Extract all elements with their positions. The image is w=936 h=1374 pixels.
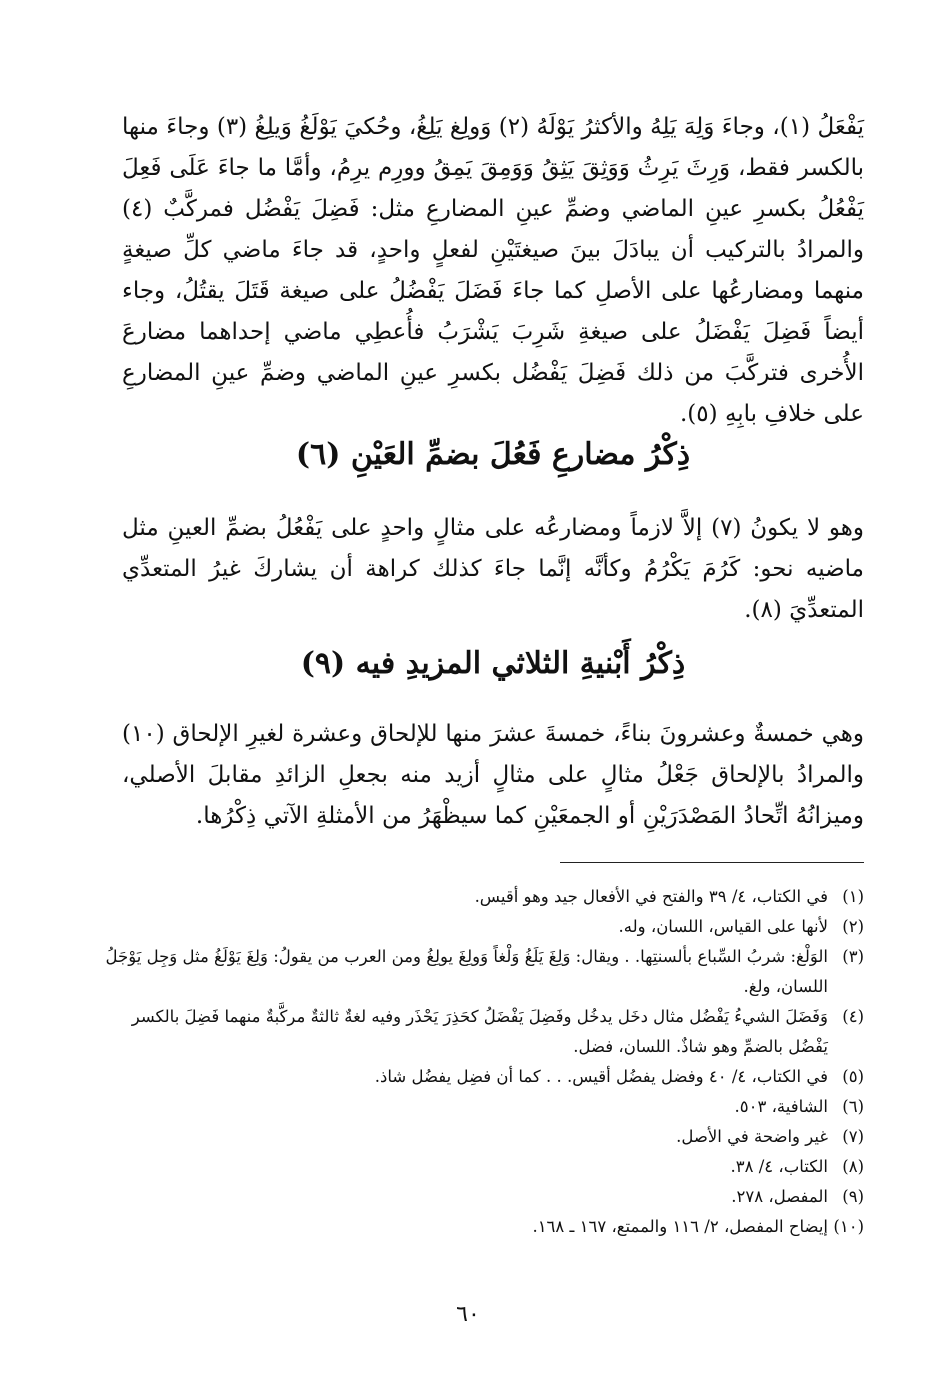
footnote-text: في الكتاب، ٤/ ٣٩ والفتح في الأفعال جيد وهو أقيس. bbox=[474, 887, 828, 906]
footnote bbox=[90, 912, 864, 942]
paragraph-conjugation: يَفْعَلُ (١)، وجاءَ وَلِهَ يَلِهُ والأكثرُ يَوْلَهُ (٢) وَولِغ يَلِغُ، وحُكيَ يَوْلَغُ وَيلِغُ (٣) وجاءَ منها بالكسر فقط، وَرِثَ يَرِثُ وَوَثِقَ يَثِقُ وَوَمِقَ يَمِقُ وورِم يرِمُ، وأمَّا ما جاءَ عَلَى فَعِلَ يَفْعُلُ بكسرِ عينِ الماضي وضمِّ عينِ المضارعِ مثل: فَضِلَ يَفْضُل فمركَّبٌ (٤) والمرادُ بالتركيب أن يبادَلَ بينَ صيغتَيْنِ لفعلٍ واحدٍ، قد جاءَ ماضي كلِّ صيغةٍ منهما ومضارعُها على الأصلِ كما جاءَ فَضَلَ يَفْضُلُ على صيغة قَتَلَ يقتُلُ، وجاء أيضاً فَضِلَ يَفْضَلُ على صيغةِ شَرِبَ يَشْرَبُ فأُعطِي ماضي إحداهما مضارعَ الأُخرى فتركَّبَ من ذلك فَضِلَ يَفْضُل بكسرِ عينِ الماضي وضمِّ عينِ المضارعِ على خلافِ بابِهِ (٥). bbox=[122, 114, 864, 427]
footnote bbox=[90, 1182, 864, 1212]
footnote bbox=[90, 1002, 864, 1062]
footnote bbox=[90, 1152, 864, 1182]
footnote-number: (٤) bbox=[842, 1007, 864, 1026]
footnote-number: (١٠) bbox=[833, 1217, 864, 1236]
footnote bbox=[90, 1062, 864, 1092]
footnote-text: وَفَضَلَ الشيءُ يَفْضُل مثال دخَل يدخُل وفَضِلَ يَفْضَلُ كحَذِرَ يَحْذَر وفيه لغةٌ ثالثةٌ مركَّبةٌ منهما فَضِلَ بالكسر يَفْضُل بالضمِّ وهو شاذٌ. اللسان، فضل. bbox=[131, 1007, 828, 1056]
footnote-text: الشافية، ٥٠٣. bbox=[734, 1097, 828, 1116]
footnote bbox=[90, 942, 864, 1002]
footnote-number: (٧) bbox=[842, 1127, 864, 1146]
footnote-text: غير واضحة في الأصل. bbox=[676, 1127, 828, 1146]
paragraph-intransitive: وهو لا يكونُ (٧) إلاَّ لازماً ومضارعُه على مثالٍ واحدٍ على يَفْعُلُ بضمِّ العينِ مثل ماضيه نحو: كَرُمَ يَكْرُمُ وكأنَّه إنَّما جاءَ كذلك كراهة أن يشاركَ غيرُ المتعدِّي المتعدِّيَ (٨). bbox=[122, 515, 864, 623]
footnote-number: (٥) bbox=[842, 1067, 864, 1086]
footnote-number: (٩) bbox=[842, 1187, 864, 1206]
footnote-text: في الكتاب، ٤/ ٤٠ وفضل يفضُل أقيس. . . كما أن فضِل يفضُل شاذ. bbox=[374, 1067, 828, 1086]
section-heading-fa3ula: ذِكْرُ مضارعِ فَعُلَ بضمِّ العَيْنِ (٦) bbox=[295, 437, 691, 472]
footnote-number: (٨) bbox=[842, 1157, 864, 1176]
footnote bbox=[90, 1092, 864, 1122]
footnote-text: لأنها على القياس، اللسان، وله. bbox=[618, 917, 828, 936]
footnote-text: الوَلْغ: شربُ السِّباع بألسنتِها. . ويقال: وَلِغَ يَلَغُ وَلْغاً وَولِغَ يولِغُ ومن العرب من يقولُ: وَلِغَ يَوْلَغُ مثل وَجِل يَوْجَلُ اللسان، ولغ. bbox=[105, 947, 828, 996]
paragraph-augmented-forms: وهي خمسةٌ وعشرونَ بناءً، خمسةَ عشرَ منها للإلحاق وعشرة لغيرِ الإلحاق (١٠) والمرادُ بالإلحاق جَعْلُ مثالٍ على مثالٍ أزيد منه بجعلِ الزائدِ مقابلَ الأصلي، وميزانُهُ اتِّحادُ المَصْدَرَيْنِ أو الجمعَيْنِ كما سيظْهَرُ من الأمثلةِ الآتي ذِكْرُها. bbox=[122, 721, 864, 829]
section-heading-augmented-forms: ذِكْرُ أَبْنيةِ الثلاثي المزيدِ فيه (٩) bbox=[300, 646, 686, 681]
footnote-number: (٣) bbox=[842, 947, 864, 966]
footnote-number: (٢) bbox=[842, 917, 864, 936]
footnote-number: (١) bbox=[842, 887, 864, 906]
footnote-text: إيضاح المفصل، ٢/ ١١٦ والممتع، ١٦٧ ـ ١٦٨. bbox=[532, 1217, 828, 1236]
footnote-number: (٦) bbox=[842, 1097, 864, 1116]
footnote-separator bbox=[560, 862, 864, 863]
footnote bbox=[90, 1212, 864, 1242]
footnote-text: الكتاب، ٤/ ٣٨. bbox=[730, 1157, 828, 1176]
footnotes bbox=[90, 882, 864, 1242]
footnote-text: المفصل، ٢٧٨. bbox=[731, 1187, 828, 1206]
footnote bbox=[90, 1122, 864, 1152]
footnote bbox=[90, 882, 864, 912]
page-number: ٦٠ bbox=[456, 1302, 480, 1327]
